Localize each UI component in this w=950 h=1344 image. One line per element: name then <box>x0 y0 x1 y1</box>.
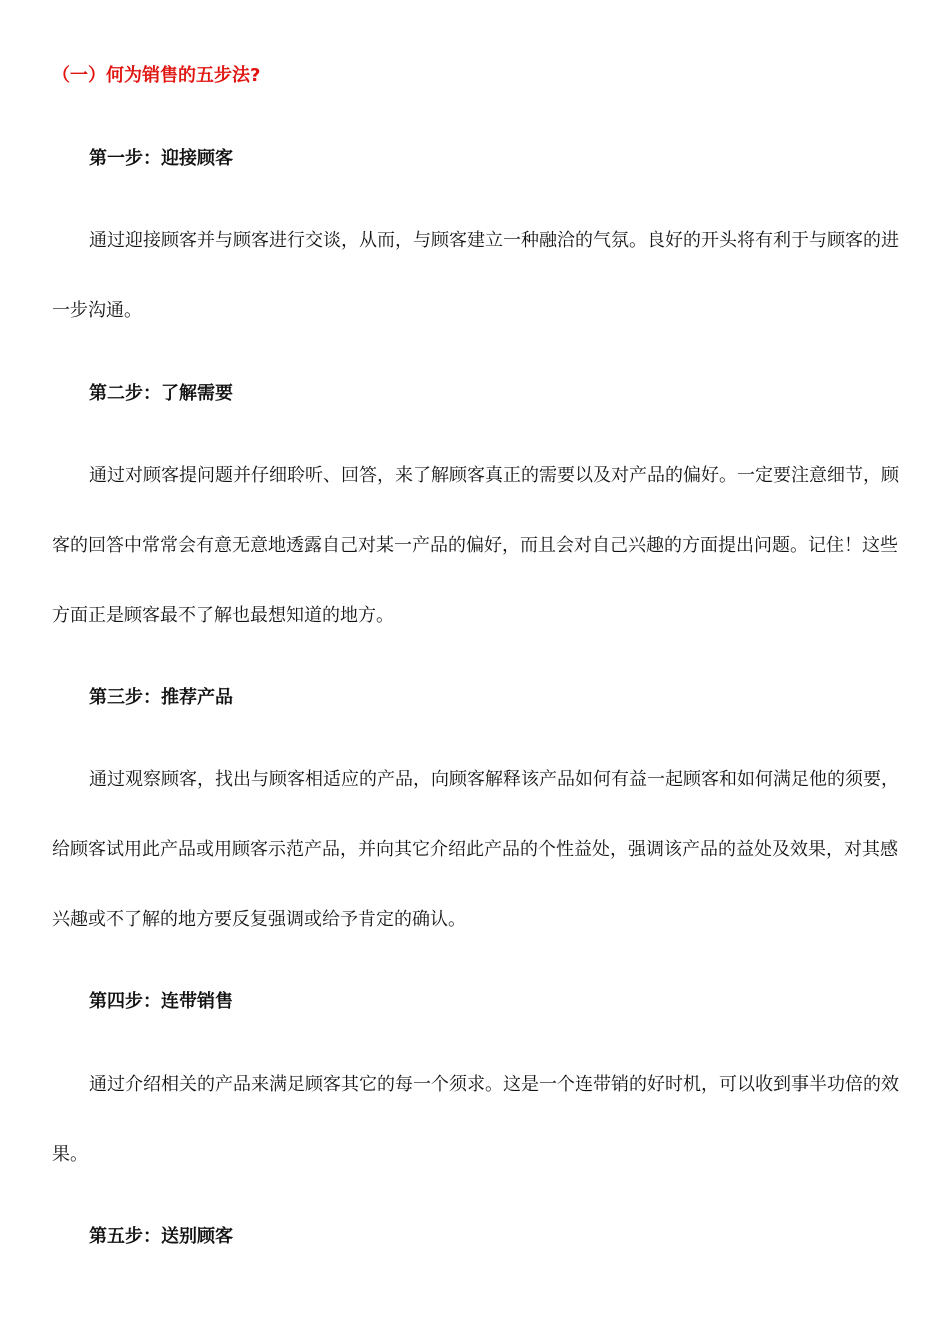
document-title: （一）何为销售的五步法? <box>52 65 261 86</box>
step-3-heading: 第三步：推荐产品 <box>89 687 233 708</box>
step-2-paragraph: 通过对顾客提问题并仔细聆听、回答，来了解顾客真正的需要以及对产品的偏好。一定要注意细节，顾客的回答中常常会有意无意地透露自己对某一产品的偏好，而且会对自己兴趣的方面提出问题。记住！这些方面正是顾客最不了解也最想知道的地方。 <box>52 465 899 626</box>
step-5-heading: 第五步：送别顾客 <box>89 1226 233 1247</box>
step-2-heading: 第二步：了解需要 <box>89 383 233 404</box>
step-1-paragraph: 通过迎接顾客并与顾客进行交谈，从而，与顾客建立一种融洽的气氛。良好的开头将有利于与顾客的进一步沟通。 <box>52 230 899 321</box>
step-4-heading: 第四步：连带销售 <box>89 991 233 1012</box>
step-4-paragraph: 通过介绍相关的产品来满足顾客其它的每一个须求。这是一个连带销的好时机，可以收到事半功倍的效果。 <box>52 1074 899 1165</box>
step-3-paragraph: 通过观察顾客，找出与顾客相适应的产品，向顾客解释该产品如何有益一起顾客和如何满足他的须要，给顾客试用此产品或用顾客示范产品，并向其它介绍此产品的个性益处，强调该产品的益处及效果，对其感兴趣或不了解的地方要反复强调或给予肯定的确认。 <box>52 769 899 930</box>
step-1-heading: 第一步：迎接顾客 <box>89 148 233 169</box>
